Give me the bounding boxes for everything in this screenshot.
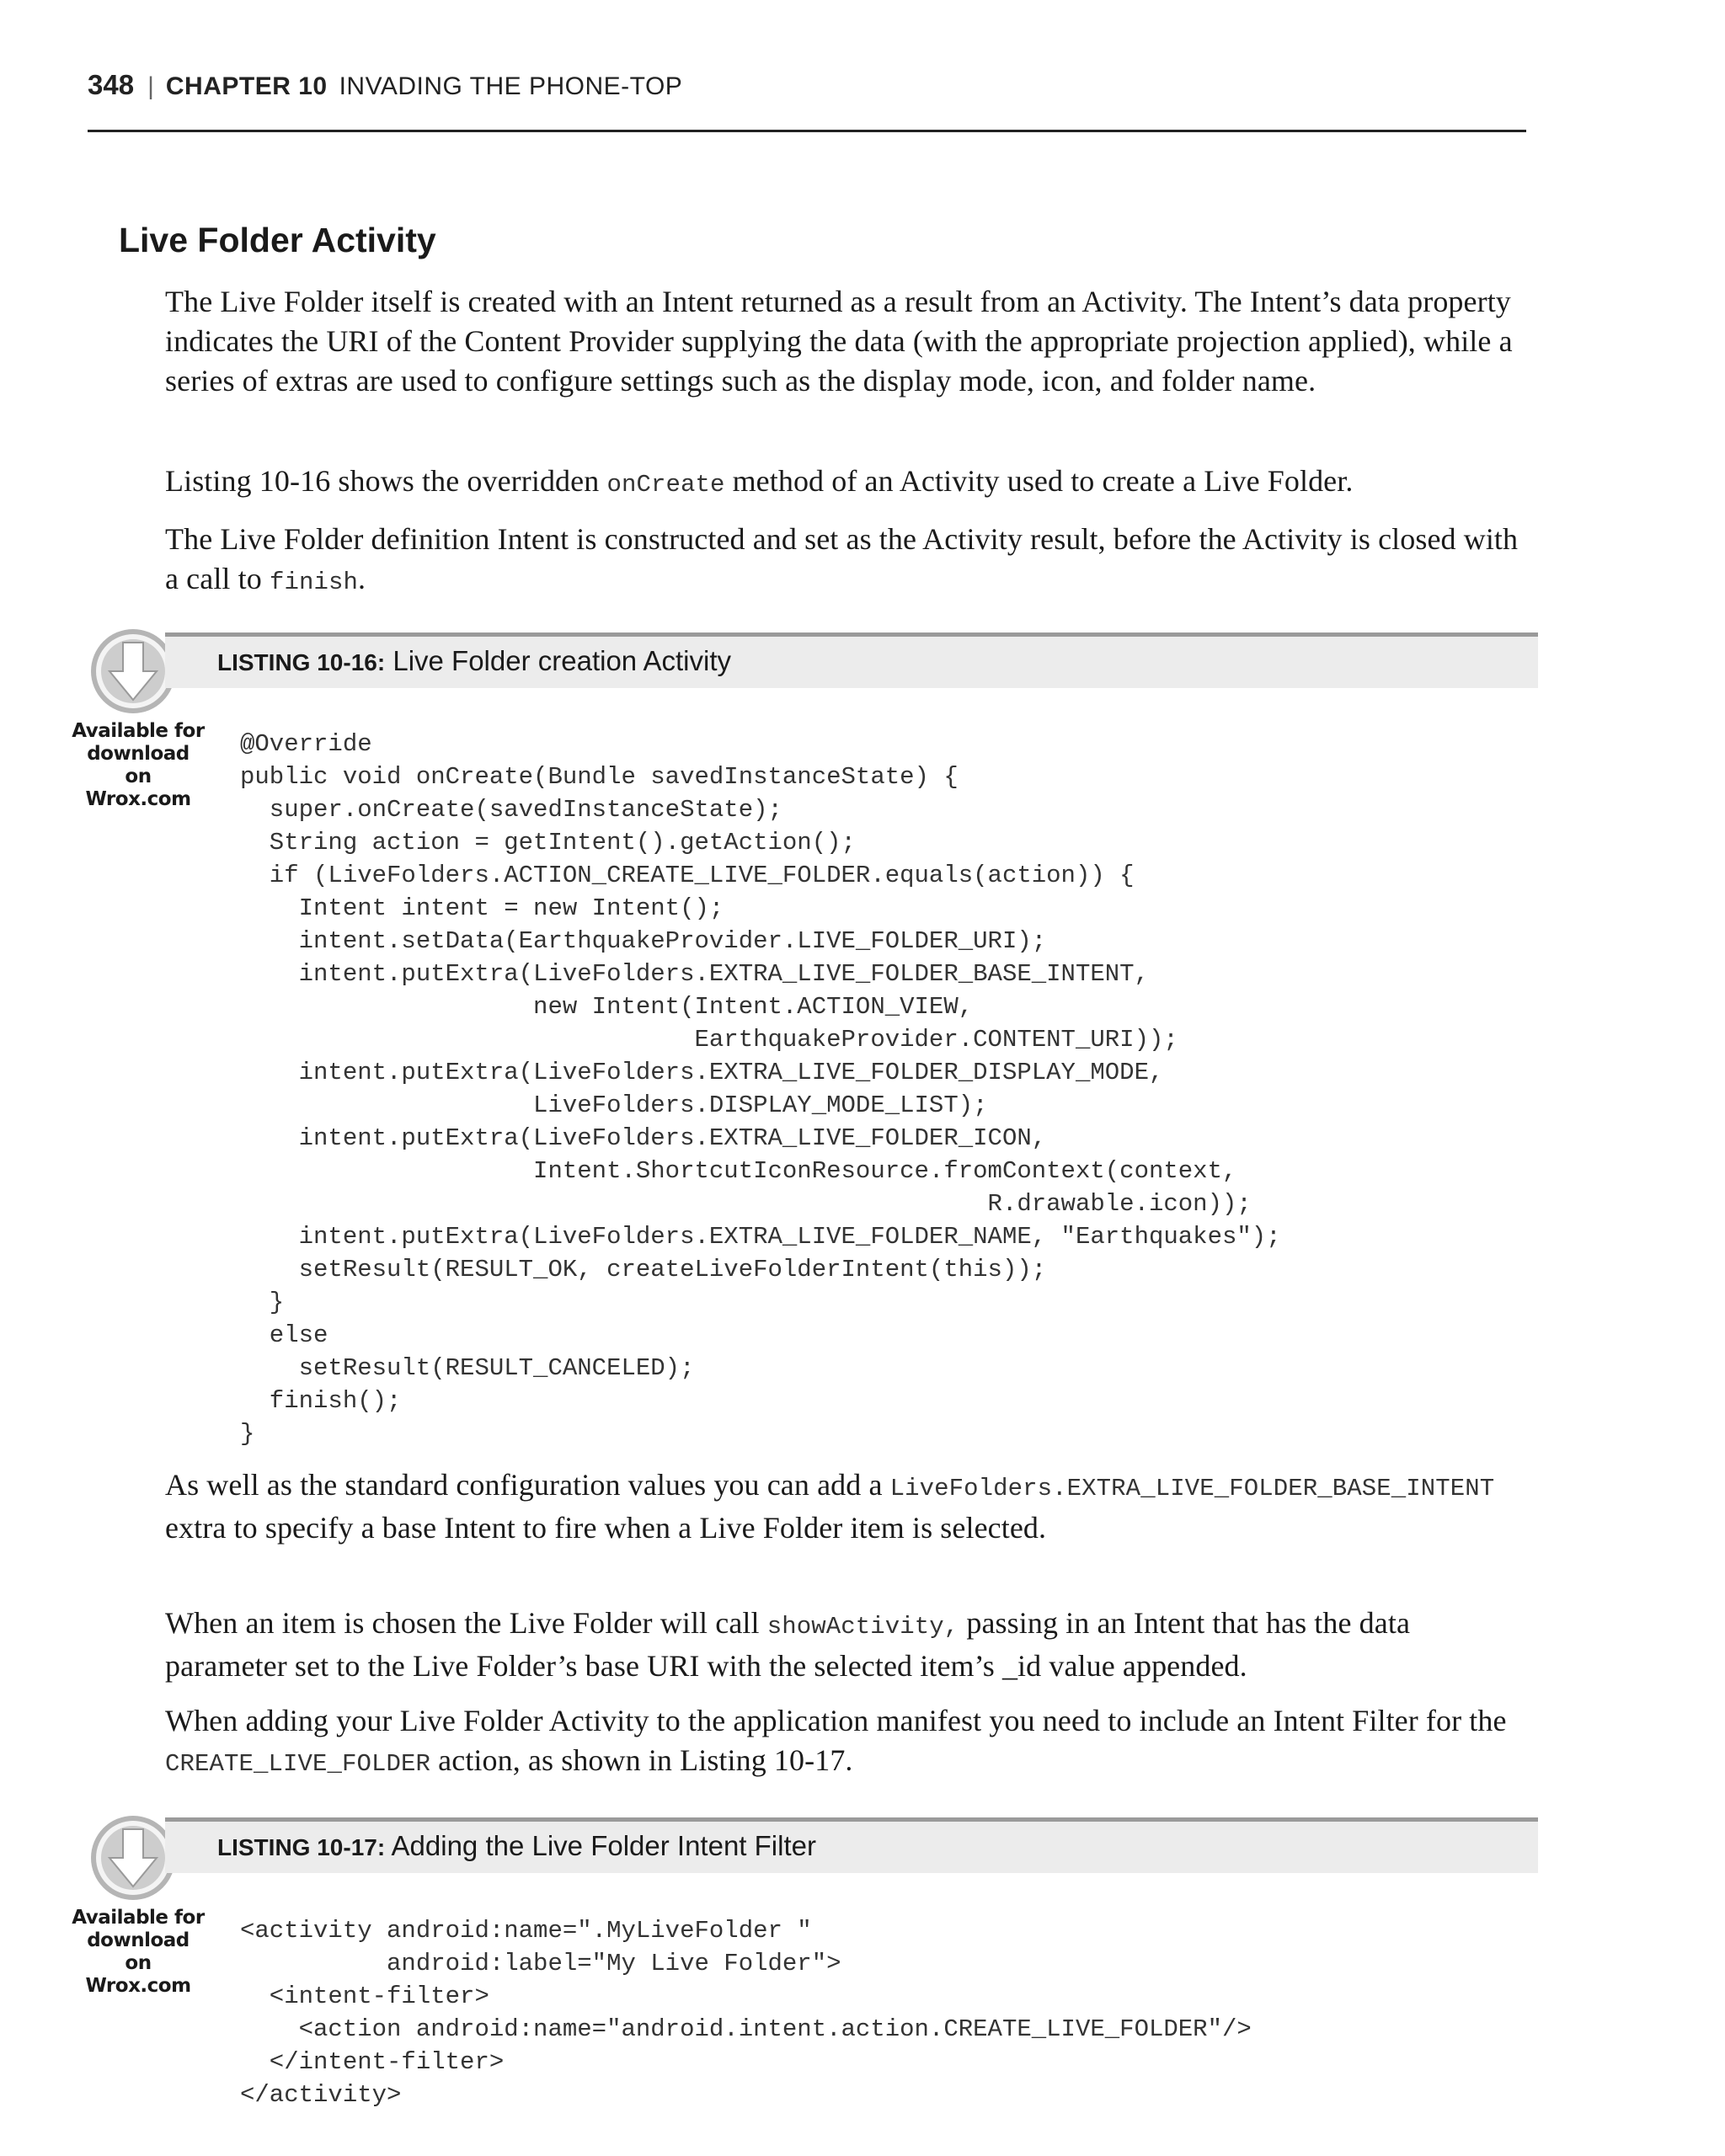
code-listing: <activity android:name=".MyLiveFolder " android:label="My Live Folder"> <intent-filter> <action android:name="android.intent.action.CREATE_LIVE_FOLDER"/> </intent-filter> </activity> [240, 1917, 1252, 2109]
listing-label: LISTING 10-16: [217, 649, 386, 675]
paragraph-text: passing in an Intent that has the data parameter set to the Live Folder’s base URI with the selected item’s _id value appended. [165, 1606, 1411, 1683]
paragraph-text: When adding your Live Folder Activity to the application manifest you need to include an Intent Filter for the [165, 1704, 1507, 1737]
listing-title [217, 1830, 816, 1862]
paragraph-text: extra to specify a base Intent to fire when a Live Folder item is selected. [165, 1511, 1047, 1545]
page-header [88, 62, 1526, 132]
paragraph-text: The Live Folder definition Intent is constructed and set as the Activity result, before the Activity is closed with a call to [165, 522, 1519, 595]
download-icon [89, 627, 177, 715]
paragraph-listing-ref [165, 462, 1538, 504]
paragraph-manifest [165, 1701, 1538, 1784]
paragraph-base-intent [165, 1465, 1538, 1548]
section-title: Live Folder Activity [119, 221, 436, 259]
chapter-title: INVADING THE PHONE-TOP [339, 72, 683, 100]
download-label: Available for download on Wrox.com [72, 720, 205, 810]
header-separator: | [147, 72, 154, 100]
listing-title [217, 645, 731, 677]
paragraph-text: When an item is chosen the Live Folder will call [165, 1606, 767, 1640]
paragraph-text: method of an Activity used to create a Live Folder. [724, 464, 1354, 498]
inline-code: finish [269, 568, 358, 596]
inline-code: CREATE_LIVE_FOLDER [165, 1750, 431, 1778]
listing-caption: Adding the Live Folder Intent Filter [385, 1830, 816, 1861]
inline-code: LiveFolders.EXTRA_LIVE_FOLDER_BASE_INTENT [889, 1475, 1495, 1502]
listing-label: LISTING 10-17: [217, 1834, 386, 1860]
listing-caption: Live Folder creation Activity [385, 645, 732, 676]
paragraph-intro: The Live Folder itself is created with an Intent returned as a result from an Activity. The Intent’s data property indicates the URI of the Content Provider supplying the data (with the appropriate projection applied), while a series of extras are used to configure settings such as the display mode, icon, and folder name. [165, 285, 1513, 398]
paragraph-text: action, as shown in Listing 10-17. [430, 1743, 853, 1777]
paragraph-text: As well as the standard configuration values you can add a [165, 1468, 890, 1502]
code-listing: @Override public void onCreate(Bundle savedInstanceState) { super.onCreate(savedInstanceState); String action = getIntent().getAction(); if (LiveFolders.ACTION_CREATE_LIVE_FOLDER.equals(action)) { Intent intent = new Intent(); intent.setData(EarthquakeProvider.LIVE_FOLDER_URI); intent.putExtra(LiveFolders.EXTRA_LIVE_FOLDER_BASE_INTENT, new Intent(Intent.ACTION_VIEW, EarthquakeProvider.CONTENT_URI)); intent.putExtra(LiveFolders.EXTRA_LIVE_FOLDER_DISPLAY_MODE, LiveFolders.DISPLAY_MODE_LIST); intent.putExtra(LiveFolders.EXTRA_LIVE_FOLDER_ICON, Intent.ShortcutIconResource.fromContext(context, R.drawable.icon)); intent.putExtra(LiveFolders.EXTRA_LIVE_FOLDER_NAME, "Earthquakes"); setResult(RESULT_OK, createLiveFolderIntent(this)); } else setResult(RESULT_CANCELED); finish(); } [240, 730, 1281, 1448]
inline-code: showActivity, [766, 1613, 959, 1641]
page-number: 348 [88, 69, 135, 100]
listing-header [165, 1817, 1538, 1873]
download-icon [89, 1814, 177, 1902]
download-label: Available for download on Wrox.com [72, 1907, 205, 1997]
chapter-label: CHAPTER 10 [165, 72, 328, 100]
listing-header [165, 632, 1538, 688]
inline-code: onCreate [606, 471, 725, 499]
paragraph-finish [165, 520, 1538, 602]
paragraph-text: . [357, 562, 366, 595]
paragraph-show-activity [165, 1604, 1538, 1686]
paragraph-text: Listing 10-16 shows the overridden [165, 464, 607, 498]
